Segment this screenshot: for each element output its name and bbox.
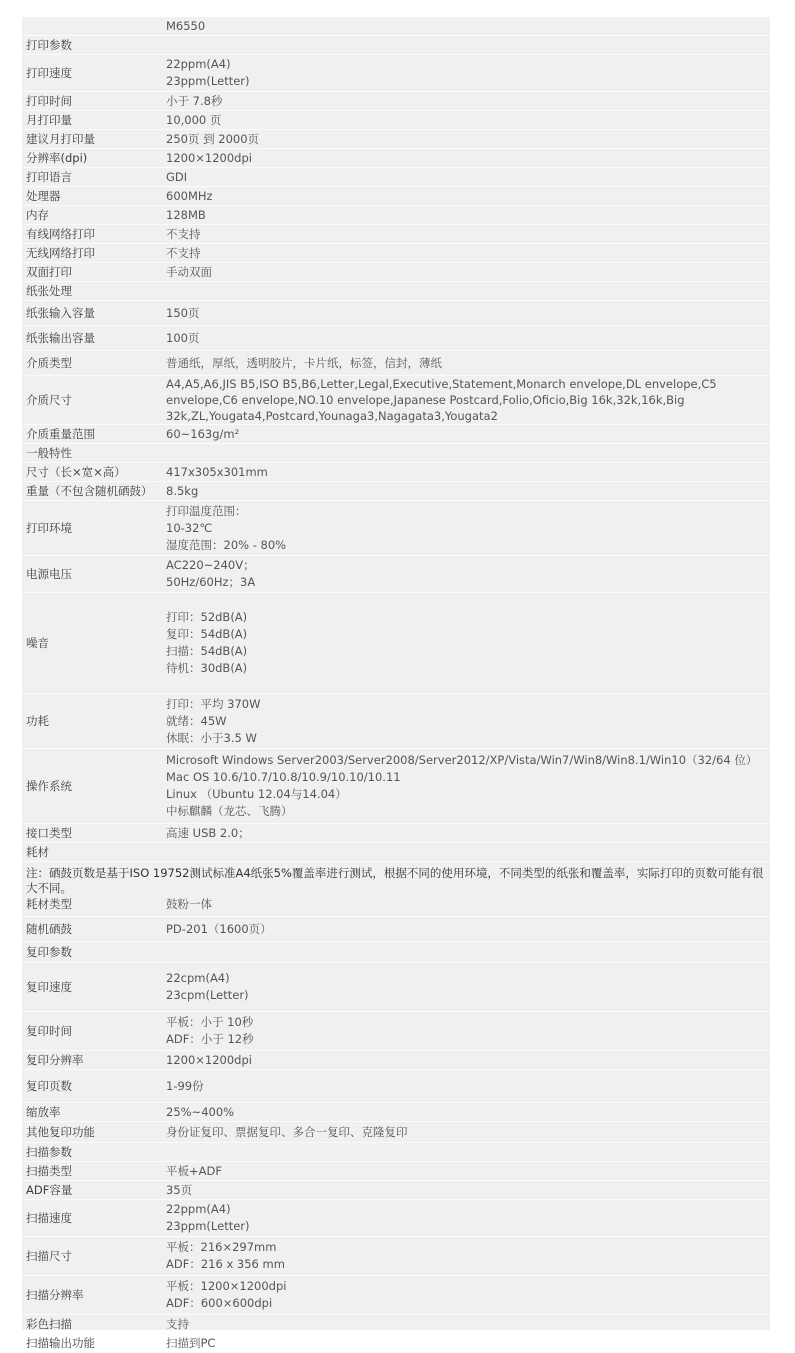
spec-row <box>22 168 770 187</box>
spec-label: 纸张处理 <box>26 284 72 298</box>
spec-label: 扫描类型 <box>26 1164 72 1178</box>
spec-label: 缩放率 <box>26 1105 61 1119</box>
spec-row <box>22 556 770 593</box>
spec-row <box>22 425 770 444</box>
spec-value: 25%~400% <box>166 1104 235 1119</box>
spec-label: 打印环境 <box>26 521 72 535</box>
spec-label: 扫描分辨率 <box>26 1288 84 1302</box>
spec-row <box>22 463 770 482</box>
spec-row <box>22 376 770 425</box>
spec-row <box>22 1276 770 1315</box>
spec-value-cell <box>162 1070 770 1102</box>
spec-value-cell <box>162 824 770 842</box>
spec-label: 复印参数 <box>26 945 72 959</box>
spec-value: 不支持 <box>166 226 201 241</box>
spec-value: 小于 7.8秒 <box>166 93 223 108</box>
spec-label: 打印参数 <box>26 38 72 52</box>
spec-value: 100页 <box>166 330 200 345</box>
spec-label: 有线网络打印 <box>26 227 95 241</box>
spec-row <box>22 130 770 149</box>
spec-value-cell <box>162 376 770 424</box>
model-label-cell <box>22 17 162 35</box>
spec-value-cell <box>162 206 770 224</box>
spec-value-cell <box>162 55 770 91</box>
spec-label: 建议月打印量 <box>26 132 95 146</box>
spec-label: 无线网络打印 <box>26 246 95 260</box>
spec-value-cell <box>162 326 770 350</box>
spec-value-cell <box>162 1200 770 1236</box>
spec-row <box>22 824 770 843</box>
spec-value: 普通纸，厚纸，透明胶片，卡片纸，标签，信封，薄纸 <box>166 355 442 370</box>
spec-value-cell <box>162 351 770 375</box>
spec-label: 复印时间 <box>26 1024 72 1038</box>
spec-value: 扫描到PC <box>166 1335 216 1350</box>
spec-value-cell <box>162 1162 770 1180</box>
spec-value: Microsoft Windows Server2003/Server2008/Server2012/XP/Vista/Win7/Win8/Win8.1/Win10（32/64 位） <box>166 753 758 767</box>
spec-row <box>22 1051 770 1070</box>
spec-value-cell <box>162 843 770 861</box>
spec-value: 就绪：45W <box>166 713 227 728</box>
spec-value-cell <box>162 749 770 823</box>
spec-label: 扫描速度 <box>26 1211 72 1225</box>
spec-label: 复印分辨率 <box>26 1053 84 1067</box>
spec-value: PD-201（1600页） <box>166 921 272 936</box>
spec-row <box>22 843 770 862</box>
spec-label: 复印页数 <box>26 1079 72 1093</box>
spec-value: 平板：小于 10秒 <box>166 1015 254 1029</box>
spec-value: 1200×1200dpi <box>166 150 252 165</box>
spec-value-cell <box>162 694 770 748</box>
spec-value: 待机：30dB(A) <box>166 661 248 675</box>
spec-value-cell <box>162 187 770 205</box>
spec-row <box>22 593 770 694</box>
spec-row <box>22 149 770 168</box>
spec-value: 平板：216×297mm <box>166 1240 277 1254</box>
spec-value: 湿度范围：20% - 80% <box>166 537 287 552</box>
spec-row <box>22 1237 770 1276</box>
spec-value-cell <box>162 1334 770 1352</box>
spec-value-cell <box>162 36 770 54</box>
spec-value-cell <box>162 463 770 481</box>
spec-row <box>22 942 770 963</box>
spec-value-cell <box>162 593 770 693</box>
spec-value: 扫描：54dB(A) <box>166 644 248 658</box>
model-name: M6550 <box>166 18 206 33</box>
spec-row <box>22 482 770 501</box>
spec-value-cell <box>162 149 770 167</box>
spec-value: 600MHz <box>166 188 213 203</box>
spec-row <box>22 55 770 92</box>
spec-value-cell <box>162 942 770 962</box>
spec-row <box>22 351 770 376</box>
spec-label: 双面打印 <box>26 265 72 279</box>
spec-value-cell <box>162 1276 770 1314</box>
spec-value-cell <box>162 444 770 462</box>
spec-value: 60~163g/m² <box>166 426 240 441</box>
spec-value: 打印：平均 370W <box>166 696 261 711</box>
spec-value-cell <box>162 1103 770 1121</box>
spec-value: Mac OS 10.6/10.7/10.8/10.9/10.10/10.11 <box>166 770 401 784</box>
spec-value: 高速 USB 2.0； <box>166 825 250 840</box>
spec-row <box>22 263 770 282</box>
spec-row <box>22 111 770 130</box>
spec-row <box>22 326 770 351</box>
spec-label: 打印语言 <box>26 170 72 184</box>
spec-label: 随机硒鼓 <box>26 922 72 936</box>
spec-value: 22ppm(A4) <box>166 57 231 71</box>
spec-value: 手动双面 <box>166 264 212 279</box>
spec-label: 纸张输出容量 <box>26 331 95 345</box>
spec-value: 1200×1200dpi <box>166 1052 252 1067</box>
spec-label: 介质类型 <box>26 356 72 370</box>
spec-label: 耗材 <box>26 845 49 859</box>
spec-row <box>22 694 770 749</box>
spec-value: Linux （Ubuntu 12.04与14.04） <box>166 787 347 801</box>
spec-value: 250页 到 2000页 <box>166 131 260 146</box>
spec-value: 35页 <box>166 1182 193 1197</box>
spec-value-cell <box>162 501 770 555</box>
spec-label: 操作系统 <box>26 779 72 793</box>
spec-value-cell <box>162 1143 770 1161</box>
spec-value-cell <box>162 244 770 262</box>
spec-value: 8.5kg <box>166 483 199 498</box>
spec-value: 22cpm(A4) <box>166 971 230 985</box>
spec-value: 中标麒麟（龙芯、飞腾） <box>166 804 293 818</box>
spec-value: 150页 <box>166 305 200 320</box>
spec-label: 复印速度 <box>26 980 72 994</box>
spec-row <box>22 1012 770 1051</box>
spec-value: 128MB <box>166 207 206 222</box>
spec-value: 不支持 <box>166 245 201 260</box>
spec-value-cell <box>162 917 770 941</box>
spec-value-cell <box>162 301 770 325</box>
spec-value: 23cpm(Letter) <box>166 988 249 1002</box>
spec-value: 鼓粉一体 <box>166 896 212 911</box>
spec-value-cell <box>162 556 770 592</box>
spec-row <box>22 244 770 263</box>
spec-table <box>22 17 770 1350</box>
spec-value: 复印：54dB(A) <box>166 627 248 641</box>
spec-label: 打印速度 <box>26 66 72 80</box>
spec-value: 打印温度范围： <box>166 503 247 518</box>
spec-value: ADF：600×600dpi <box>166 1296 273 1310</box>
spec-row <box>22 501 770 556</box>
spec-group-print <box>22 36 770 862</box>
spec-label: 月打印量 <box>26 113 72 127</box>
spec-value: A4,A5,A6,JIS B5,ISO B5,B6,Letter,Legal,Executive,Statement,Monarch envelope,DL envelope,C5 envelope,C6 envelope,NO.10 envelope,Japanese Postcard,Folio,Oficio,Big 16k,32k,16k,Big 32k,ZL,Yougata4,Postcard,Younaga3,Nagagata3,Yougata2 <box>166 377 717 423</box>
spec-row <box>22 917 770 942</box>
spec-row <box>22 1103 770 1122</box>
spec-label: 其他复印功能 <box>26 1125 95 1139</box>
spec-value-cell <box>162 282 770 300</box>
spec-value: AC220~240V； <box>166 558 255 572</box>
spec-value: 23ppm(Letter) <box>166 74 250 88</box>
spec-value: ADF：小于 12秒 <box>166 1032 254 1046</box>
spec-value-cell <box>162 1237 770 1275</box>
spec-value: GDI <box>166 169 188 184</box>
spec-label: 一般特性 <box>26 446 72 460</box>
spec-label: 彩色扫描 <box>26 1317 72 1331</box>
spec-value-cell <box>162 892 770 916</box>
spec-label: 功耗 <box>26 714 49 728</box>
spec-label: 处理器 <box>26 189 61 203</box>
spec-row <box>22 1200 770 1237</box>
spec-value-cell <box>162 263 770 281</box>
spec-row <box>22 282 770 301</box>
spec-value: 身份证复印、票据复印、多合一复印、克隆复印 <box>166 1124 408 1139</box>
spec-label: 打印时间 <box>26 94 72 108</box>
spec-group-copy-scan <box>22 892 770 1353</box>
spec-label: 分辨率(dpi) <box>26 151 88 165</box>
spec-value-cell <box>162 1122 770 1142</box>
spec-value-cell <box>162 225 770 243</box>
spec-label: 重量（不包含随机硒鼓） <box>26 484 153 498</box>
spec-label: 扫描参数 <box>26 1145 72 1159</box>
spec-value-cell <box>162 130 770 148</box>
spec-row <box>22 206 770 225</box>
spec-value-cell <box>162 92 770 110</box>
spec-label: 尺寸（长×宽×高） <box>26 465 126 479</box>
spec-label: 扫描尺寸 <box>26 1249 72 1263</box>
spec-label: 介质尺寸 <box>26 393 72 407</box>
spec-row <box>22 892 770 917</box>
spec-label: 噪音 <box>26 636 49 650</box>
spec-row <box>22 92 770 111</box>
spec-value-cell <box>162 168 770 186</box>
spec-row <box>22 1122 770 1143</box>
spec-value: 22ppm(A4) <box>166 1202 231 1216</box>
spec-label: 耗材类型 <box>26 897 72 911</box>
spec-value: 打印：52dB(A) <box>166 610 248 624</box>
toner-note: 注：硒鼓页数是基于ISO 19752测试标准A4纸张5%覆盖率进行测试，根据不同的使用环境，不同类型的纸张和覆盖率，实际打印的页数可能有很大不同。 <box>22 862 770 892</box>
spec-value: 1-99份 <box>166 1078 204 1093</box>
spec-row <box>22 1143 770 1162</box>
model-row <box>22 17 770 36</box>
spec-value: ADF：216 x 356 mm <box>166 1257 285 1271</box>
spec-value: 417x305x301mm <box>166 464 268 479</box>
spec-value: 休眠：小于3.5 W <box>166 730 257 745</box>
spec-row <box>22 187 770 206</box>
spec-value-cell <box>162 1181 770 1199</box>
spec-row <box>22 444 770 463</box>
spec-row <box>22 1181 770 1200</box>
spec-label: ADF容量 <box>26 1183 73 1197</box>
spec-value: 50Hz/60Hz；3A <box>166 575 256 589</box>
spec-value: 10-32℃ <box>166 520 213 535</box>
spec-value-cell <box>162 1012 770 1050</box>
spec-row <box>22 1070 770 1103</box>
spec-value-cell <box>162 111 770 129</box>
spec-label: 扫描输出功能 <box>26 1336 95 1350</box>
spec-label: 电源电压 <box>26 567 72 581</box>
spec-label: 内存 <box>26 208 49 222</box>
spec-label: 纸张输入容量 <box>26 306 95 320</box>
spec-value-cell <box>162 963 770 1011</box>
spec-row <box>22 36 770 55</box>
spec-value-cell <box>162 1315 770 1333</box>
spec-value: 平板：1200×1200dpi <box>166 1279 287 1293</box>
spec-value-cell <box>162 425 770 443</box>
spec-value-cell <box>162 482 770 500</box>
spec-row <box>22 301 770 326</box>
spec-row <box>22 225 770 244</box>
spec-value: 23ppm(Letter) <box>166 1219 250 1233</box>
spec-row <box>22 749 770 824</box>
spec-label: 接口类型 <box>26 826 72 840</box>
spec-value: 平板+ADF <box>166 1163 222 1178</box>
spec-row <box>22 1334 770 1353</box>
spec-label: 介质重量范围 <box>26 427 95 441</box>
model-value-cell <box>162 17 770 35</box>
spec-value: 10,000 页 <box>166 112 222 127</box>
spec-row <box>22 963 770 1012</box>
spec-value-cell <box>162 1051 770 1069</box>
spec-row <box>22 1315 770 1334</box>
spec-row <box>22 1162 770 1181</box>
spec-value: 支持 <box>166 1316 189 1331</box>
